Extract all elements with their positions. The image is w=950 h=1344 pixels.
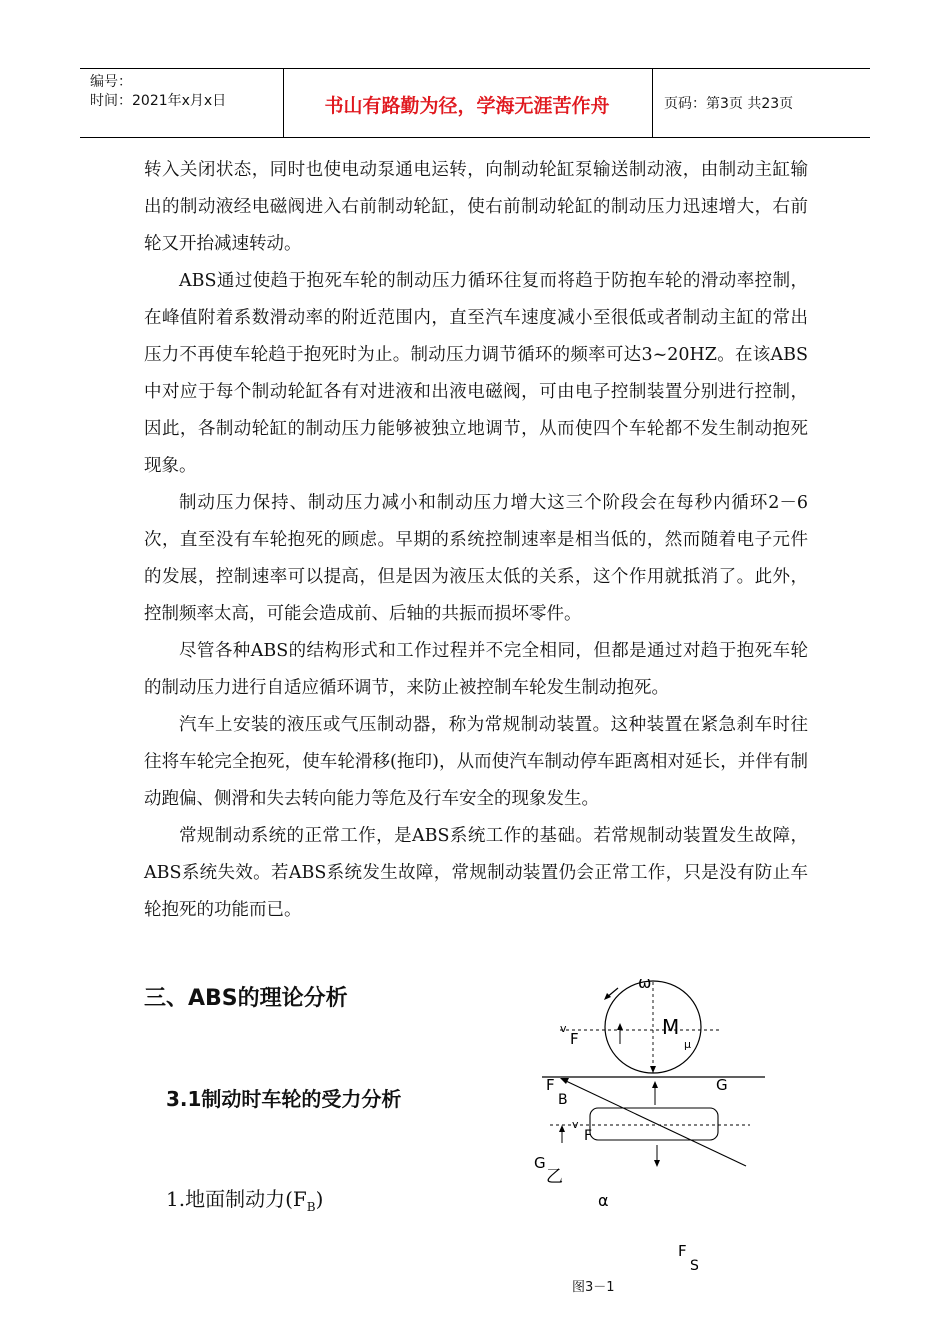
paragraph: ABS通过使趋于抱死车轮的制动压力循环往复而将趋于防抱车轮的滑动率控制，在峰值附着系数滑动率的附近范围内，直至汽车速度减小至很低或者制动主缸的常出压力不再使车轮趋于抱死时为止。制动压力调节循环的频率可达3~20HZ。在该ABS中对应于每个制动轮缸各有对进液和出液电磁阀，可由电子控制装置分别进行控制，因此，各制动轮缸的制动压力能够被独立地调节，从而使四个车轮都不发生制动抱死现象。 (144, 271, 808, 476)
fb-subscript: B (558, 1092, 568, 1108)
paragraph: 制动压力保持、制动压力减小和制动压力增大这三个阶段会在每秒内循环2－6次，直至没有车轮抱死的顾虑。早期的系统控制速率是相当低的，然而随着电子元件的发展，控制速率可以提高，但是因为液压太低的关系，这个作用就抵消了。此外，控制频率太高，可能会造成前、后轴的共振而损坏零件。 (144, 493, 808, 624)
force-item-close: ) (315, 1187, 324, 1211)
yi-label: 乙 (546, 1167, 563, 1187)
arrow-head (652, 1081, 658, 1088)
paragraph: 尽管各种ABS的结构形式和工作过程并不完全相同，但都是通过对趋于抱死车轮的制动压力进行自适应循环调节，来防止被控制车轮发生制动抱死。 (144, 641, 808, 698)
header-slogan: 书山有路勤为径，学海无涯苦作舟 (324, 95, 610, 117)
arrow-head (650, 1066, 656, 1073)
paragraph: 汽车上安装的液压或气压制动器，称为常规制动装置。这种装置在紧急刹车时往往将车轮完全抱死，使车轮滑移(拖印)，从而使汽车制动停车距离相对延长，并伴有制动跑偏、侧滑和失去转向能力等危及行车安全的现象发生。 (144, 715, 808, 809)
figure-caption: 图3－1 (572, 1280, 615, 1295)
header-meta (90, 73, 226, 111)
v-label: v (572, 1118, 579, 1131)
alpha-label: α (598, 1191, 609, 1210)
arrow-head (654, 1160, 660, 1167)
page-header (80, 68, 870, 138)
f-label: F (570, 1030, 579, 1048)
fb-label: F (546, 1076, 555, 1094)
section-heading: 三、ABS的理论分析 (144, 986, 348, 1011)
paragraph: 常规制动系统的正常工作，是ABS系统工作的基础。若常规制动装置发生故障，ABS系统失效。若ABS系统发生故障，常规制动装置仍会正常工作，只是没有防止车轮抱死的功能而已。 (144, 826, 808, 920)
header-page-info: 页码：第3页 共23页 (664, 96, 794, 112)
paragraph: 转入关闭状态，同时也使电动泵通电运转，向制动轮缸泵输送制动液，由制动主缸输出的制动液经电磁阀进入右前制动轮缸，使右前制动轮缸的制动压力迅速增大，右前轮又开抬减速转动。 (144, 160, 808, 254)
v-label: v (560, 1022, 567, 1035)
force-item-text: 1.地面制动力(F (166, 1187, 307, 1211)
mu-label: μ (684, 1038, 691, 1051)
subsection-heading: 3.1制动时车轮的受力分析 (166, 1087, 402, 1111)
fs-label: F (678, 1242, 687, 1260)
header-number: 编号： (90, 74, 132, 90)
f-label: F (584, 1128, 593, 1144)
header-divider (652, 69, 653, 137)
arrow-head (617, 1023, 623, 1030)
contact-block (590, 1108, 718, 1140)
wheel-force-diagram (520, 960, 800, 1280)
fs-subscript: S (690, 1258, 699, 1274)
omega-label: ω (638, 973, 652, 992)
arrow-head (559, 1125, 565, 1132)
g-label: G (716, 1076, 728, 1094)
arrow-head (560, 1078, 569, 1084)
m-label: M (662, 1015, 680, 1039)
force-item (166, 1183, 323, 1214)
force-item-subscript: B (306, 1200, 316, 1214)
document-body (144, 152, 808, 929)
header-time: 时间：2021年x月x日 (90, 93, 227, 109)
g-label: G (534, 1154, 546, 1172)
